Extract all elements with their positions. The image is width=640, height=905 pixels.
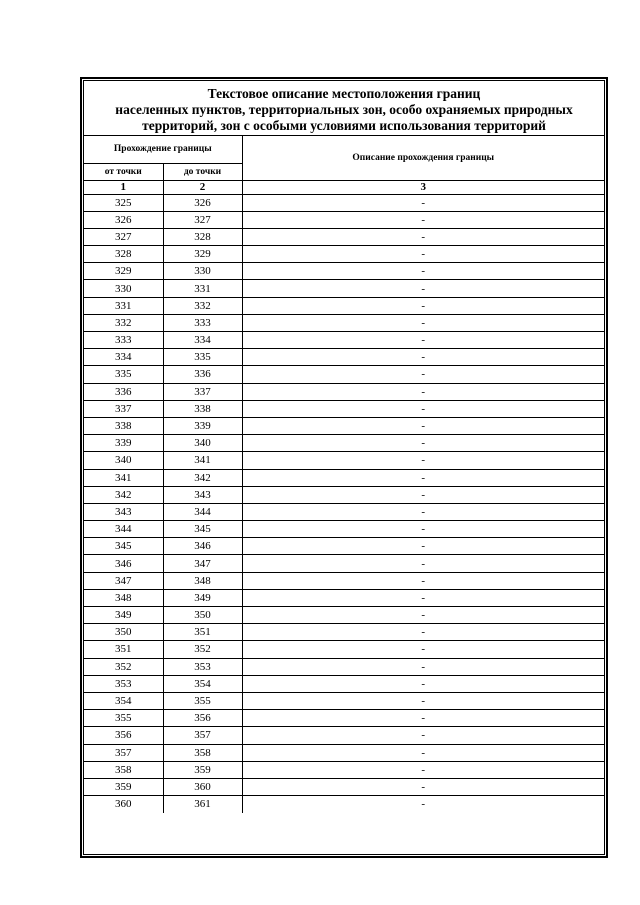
from-point-cell: 348 (84, 589, 163, 606)
to-point-cell: 334 (163, 332, 242, 349)
to-point-cell: 326 (163, 194, 242, 211)
description-cell: - (242, 761, 604, 778)
description-cell: - (242, 332, 604, 349)
from-point-cell: 360 (84, 796, 163, 813)
to-point-cell: 351 (163, 624, 242, 641)
from-point-cell: 347 (84, 572, 163, 589)
description-cell: - (242, 589, 604, 606)
to-point-cell: 331 (163, 280, 242, 297)
from-point-cell: 340 (84, 452, 163, 469)
description-header: Описание прохождения границы (242, 136, 604, 180)
table-row (84, 332, 604, 349)
to-point-cell: 352 (163, 641, 242, 658)
table-row (84, 486, 604, 503)
description-cell: - (242, 417, 604, 434)
from-point-cell: 336 (84, 383, 163, 400)
description-cell: - (242, 280, 604, 297)
from-point-header: от точки (84, 163, 163, 180)
to-point-cell: 345 (163, 521, 242, 538)
description-cell: - (242, 349, 604, 366)
from-point-cell: 346 (84, 555, 163, 572)
table-row (84, 228, 604, 245)
table-row (84, 263, 604, 280)
table-row (84, 297, 604, 314)
table-row (84, 641, 604, 658)
table-row (84, 675, 604, 692)
from-point-cell: 331 (84, 297, 163, 314)
to-point-cell: 332 (163, 297, 242, 314)
document-title (84, 81, 604, 136)
to-point-cell: 355 (163, 692, 242, 709)
to-point-cell: 349 (163, 589, 242, 606)
from-point-cell: 342 (84, 486, 163, 503)
description-cell: - (242, 314, 604, 331)
title-line-2: населенных пунктов, территориальных зон, особо охраняемых природных (115, 102, 573, 117)
table-row (84, 503, 604, 520)
description-cell: - (242, 710, 604, 727)
to-point-cell: 338 (163, 400, 242, 417)
column-number-1: 1 (84, 180, 163, 194)
description-cell: - (242, 486, 604, 503)
to-point-cell: 344 (163, 503, 242, 520)
description-cell: - (242, 297, 604, 314)
table-row (84, 744, 604, 761)
description-cell: - (242, 228, 604, 245)
boundary-table-body (84, 136, 604, 813)
description-cell: - (242, 538, 604, 555)
from-point-cell: 338 (84, 417, 163, 434)
from-point-cell: 327 (84, 228, 163, 245)
table-row (84, 400, 604, 417)
table-row (84, 469, 604, 486)
from-point-cell: 329 (84, 263, 163, 280)
table-row (84, 624, 604, 641)
to-point-cell: 339 (163, 417, 242, 434)
to-point-cell: 342 (163, 469, 242, 486)
table-row (84, 589, 604, 606)
boundary-table (84, 136, 604, 813)
description-cell: - (242, 744, 604, 761)
table-row (84, 246, 604, 263)
description-cell: - (242, 435, 604, 452)
description-cell: - (242, 555, 604, 572)
column-number-2: 2 (163, 180, 242, 194)
table-row (84, 194, 604, 211)
from-point-cell: 333 (84, 332, 163, 349)
description-cell: - (242, 796, 604, 813)
table-row (84, 710, 604, 727)
to-point-cell: 348 (163, 572, 242, 589)
from-point-cell: 349 (84, 607, 163, 624)
from-point-cell: 332 (84, 314, 163, 331)
from-point-cell: 325 (84, 194, 163, 211)
table-row (84, 211, 604, 228)
description-cell: - (242, 692, 604, 709)
to-point-cell: 350 (163, 607, 242, 624)
from-point-cell: 330 (84, 280, 163, 297)
table-row (84, 572, 604, 589)
to-point-header: до точки (163, 163, 242, 180)
table-row (84, 761, 604, 778)
document-frame (80, 77, 608, 858)
to-point-cell: 361 (163, 796, 242, 813)
to-point-cell: 337 (163, 383, 242, 400)
to-point-cell: 333 (163, 314, 242, 331)
header-row-top (84, 136, 604, 163)
description-cell: - (242, 194, 604, 211)
passage-header: Прохождение границы (84, 136, 242, 163)
table-row (84, 349, 604, 366)
to-point-cell: 360 (163, 778, 242, 795)
table-row (84, 555, 604, 572)
table-row (84, 314, 604, 331)
description-cell: - (242, 607, 604, 624)
column-number-row (84, 180, 604, 194)
from-point-cell: 358 (84, 761, 163, 778)
description-cell: - (242, 521, 604, 538)
to-point-cell: 336 (163, 366, 242, 383)
to-point-cell: 340 (163, 435, 242, 452)
from-point-cell: 344 (84, 521, 163, 538)
from-point-cell: 334 (84, 349, 163, 366)
description-cell: - (242, 263, 604, 280)
column-number-3: 3 (242, 180, 604, 194)
description-cell: - (242, 211, 604, 228)
table-row (84, 280, 604, 297)
table-row (84, 383, 604, 400)
from-point-cell: 337 (84, 400, 163, 417)
to-point-cell: 347 (163, 555, 242, 572)
to-point-cell: 357 (163, 727, 242, 744)
table-row (84, 435, 604, 452)
table-row (84, 452, 604, 469)
from-point-cell: 343 (84, 503, 163, 520)
title-line-3: территорий, зон с особыми условиями использования территорий (142, 118, 546, 133)
from-point-cell: 345 (84, 538, 163, 555)
from-point-cell: 351 (84, 641, 163, 658)
table-row (84, 521, 604, 538)
table-row (84, 607, 604, 624)
table-row (84, 538, 604, 555)
description-cell: - (242, 641, 604, 658)
title-line-1: Текстовое описание местоположения границ (207, 86, 481, 101)
to-point-cell: 343 (163, 486, 242, 503)
to-point-cell: 328 (163, 228, 242, 245)
from-point-cell: 359 (84, 778, 163, 795)
table-row (84, 417, 604, 434)
description-cell: - (242, 778, 604, 795)
from-point-cell: 339 (84, 435, 163, 452)
from-point-cell: 355 (84, 710, 163, 727)
document-inner (83, 80, 605, 855)
table-row (84, 366, 604, 383)
from-point-cell: 352 (84, 658, 163, 675)
to-point-cell: 341 (163, 452, 242, 469)
description-cell: - (242, 624, 604, 641)
to-point-cell: 354 (163, 675, 242, 692)
description-cell: - (242, 727, 604, 744)
to-point-cell: 356 (163, 710, 242, 727)
to-point-cell: 329 (163, 246, 242, 263)
description-cell: - (242, 366, 604, 383)
from-point-cell: 335 (84, 366, 163, 383)
from-point-cell: 353 (84, 675, 163, 692)
table-row (84, 796, 604, 813)
description-cell: - (242, 383, 604, 400)
table-row (84, 778, 604, 795)
from-point-cell: 350 (84, 624, 163, 641)
description-cell: - (242, 469, 604, 486)
table-row (84, 692, 604, 709)
description-cell: - (242, 503, 604, 520)
to-point-cell: 346 (163, 538, 242, 555)
from-point-cell: 357 (84, 744, 163, 761)
from-point-cell: 328 (84, 246, 163, 263)
to-point-cell: 358 (163, 744, 242, 761)
to-point-cell: 330 (163, 263, 242, 280)
to-point-cell: 335 (163, 349, 242, 366)
to-point-cell: 359 (163, 761, 242, 778)
description-cell: - (242, 246, 604, 263)
table-row (84, 727, 604, 744)
description-cell: - (242, 572, 604, 589)
description-cell: - (242, 400, 604, 417)
description-cell: - (242, 675, 604, 692)
to-point-cell: 353 (163, 658, 242, 675)
to-point-cell: 327 (163, 211, 242, 228)
table-row (84, 658, 604, 675)
description-cell: - (242, 658, 604, 675)
from-point-cell: 326 (84, 211, 163, 228)
from-point-cell: 354 (84, 692, 163, 709)
description-cell: - (242, 452, 604, 469)
from-point-cell: 356 (84, 727, 163, 744)
from-point-cell: 341 (84, 469, 163, 486)
